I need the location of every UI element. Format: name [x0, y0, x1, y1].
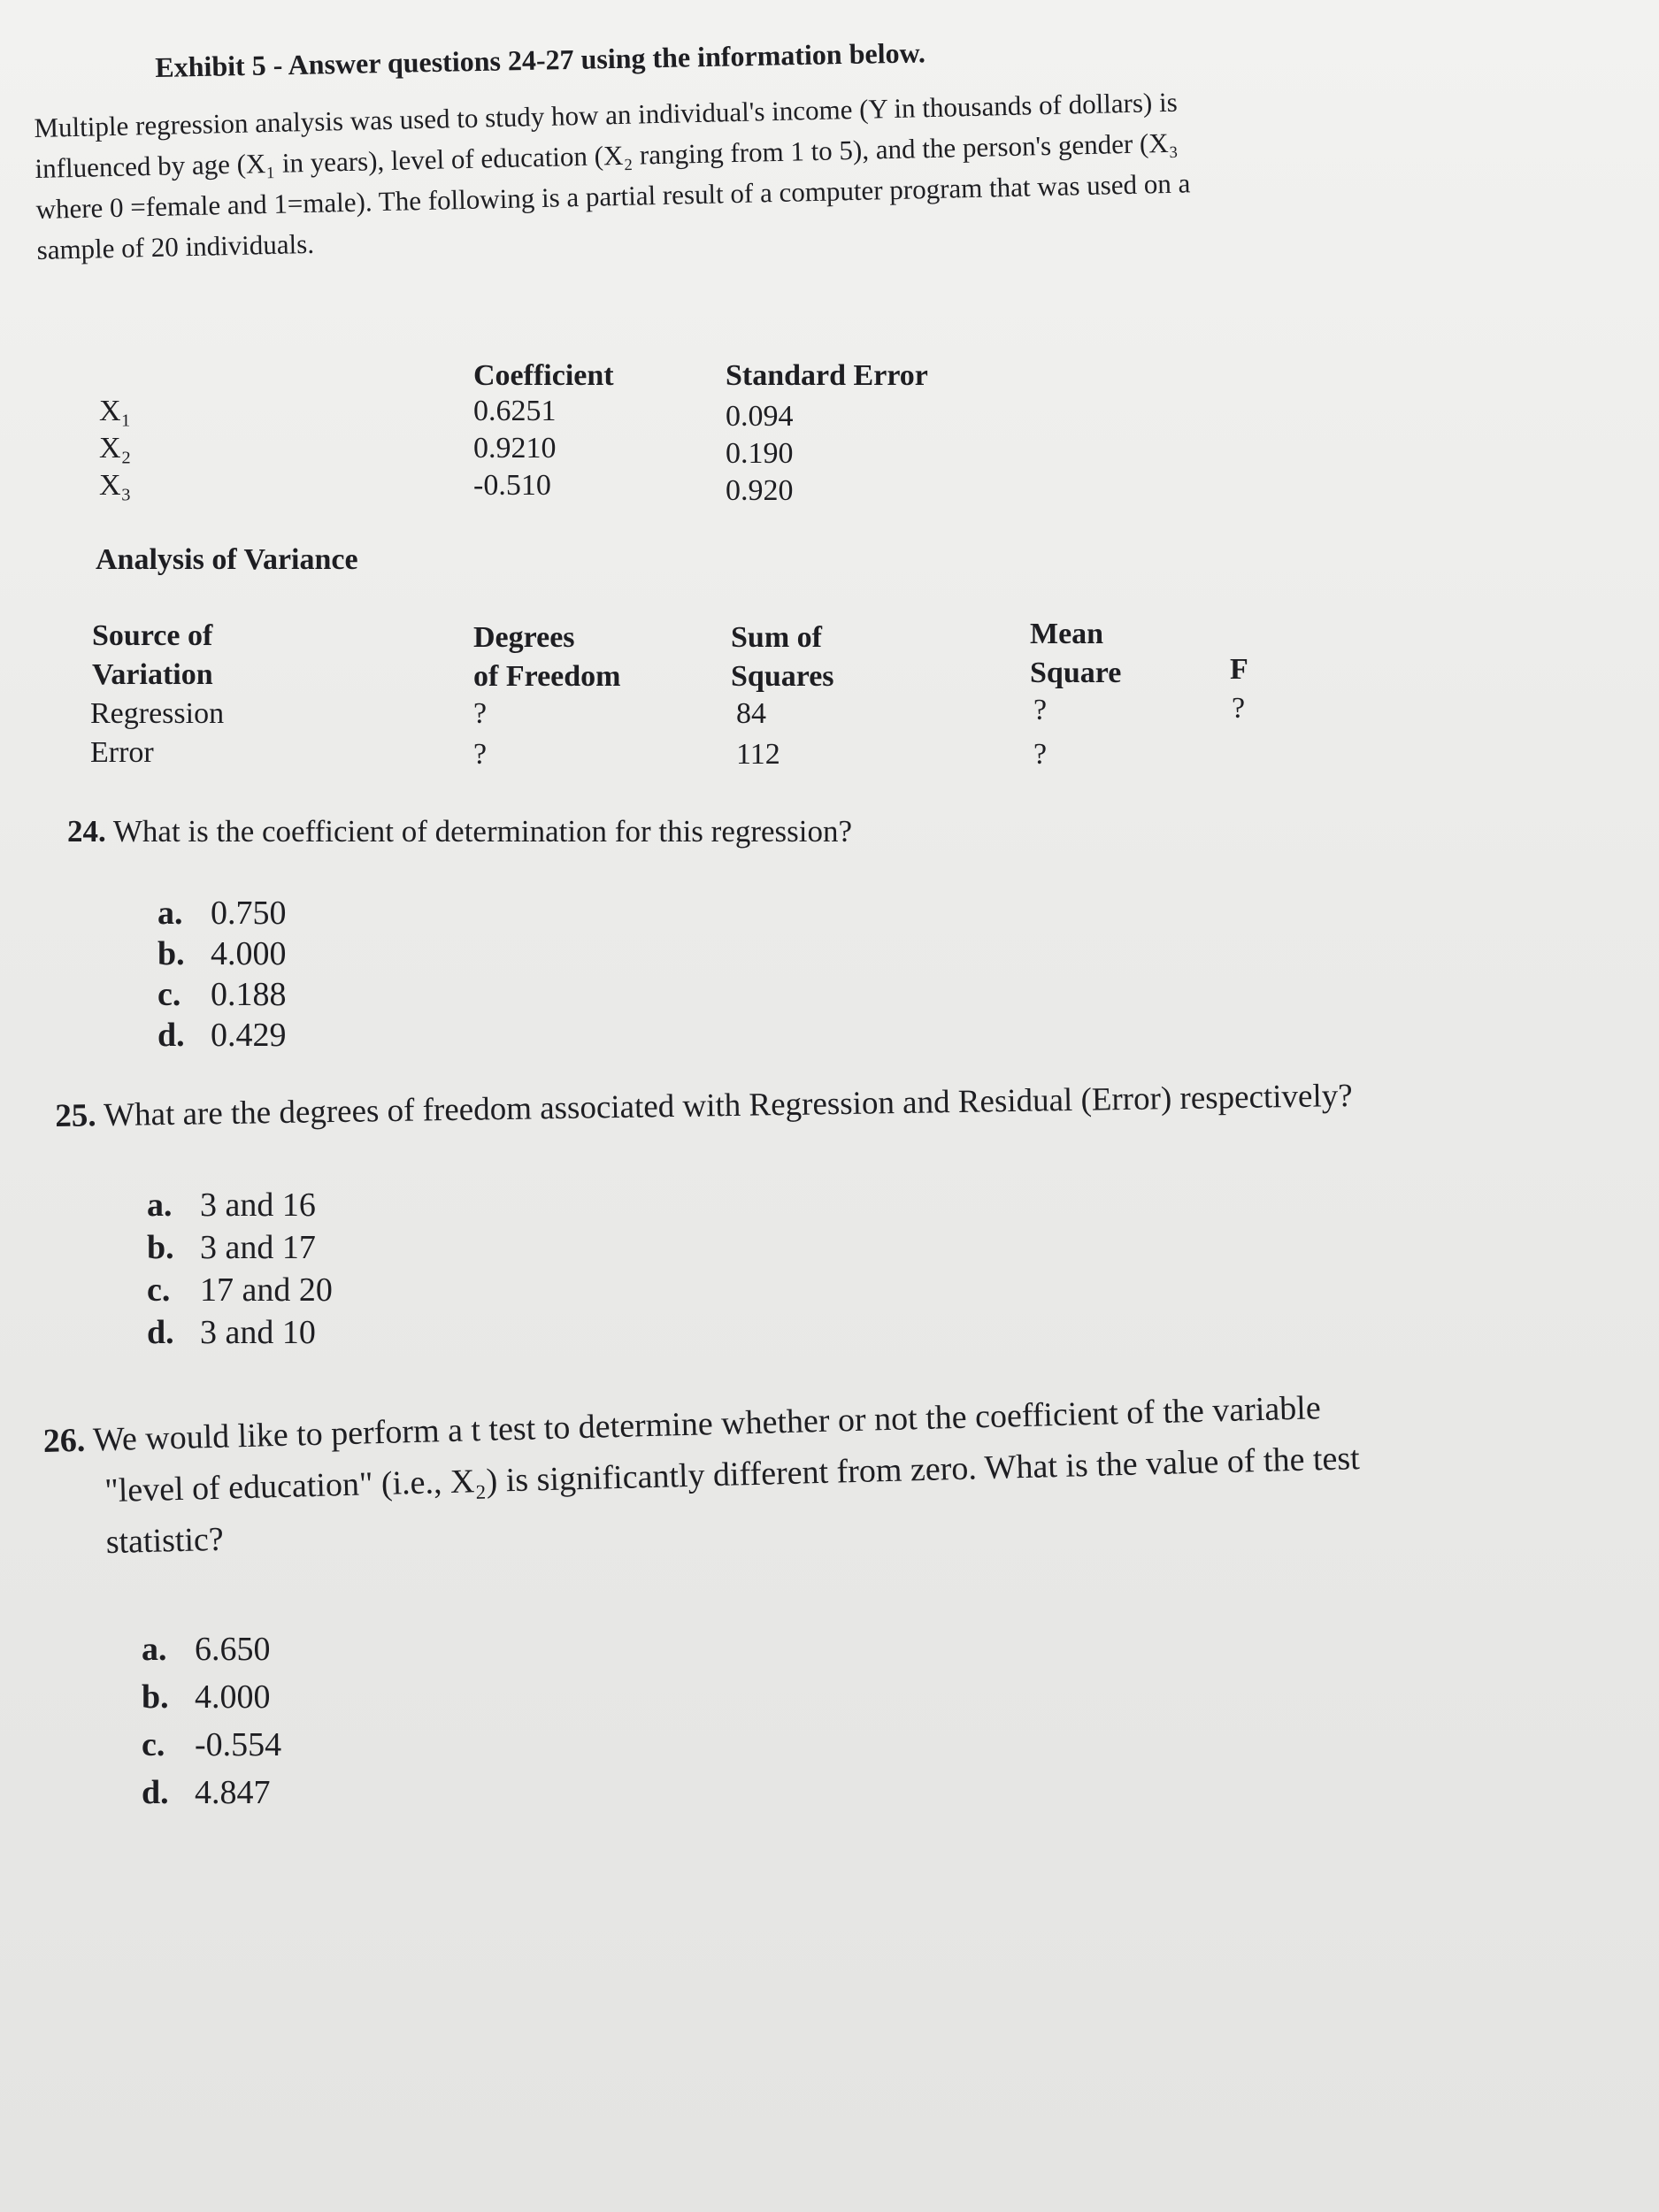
se-header: Standard Error	[726, 359, 928, 392]
anova-df: ?	[473, 697, 488, 730]
anova-header-ss: Squares	[731, 660, 834, 693]
answer-option[interactable]: a. 6.650	[142, 1631, 271, 1668]
anova-df: ?	[473, 738, 488, 771]
question-number: 25.	[55, 1097, 96, 1134]
coef-value: -0.510	[473, 469, 551, 502]
exhibit-title: Exhibit 5 - Answer questions 24-27 using the information below.	[155, 36, 926, 83]
question-text: We would like to perform a t test to determine whether or not the coefficient of the variable	[92, 1389, 1322, 1459]
se-value: 0.094	[726, 400, 794, 433]
answer-option[interactable]: d. 4.847	[142, 1774, 271, 1811]
anova-ms: ?	[1033, 694, 1048, 726]
question-26	[42, 1375, 1603, 1570]
question-text: What are the degrees of freedom associated with Regression and Residual (Error) respectively?	[103, 1077, 1353, 1134]
var-label: X₃	[99, 469, 132, 502]
answer-option[interactable]: a. 3 and 16	[147, 1187, 316, 1224]
intro-line-4: sample of 20 individuals.	[36, 227, 315, 265]
answer-option[interactable]: b. 4.000	[142, 1678, 271, 1716]
answer-option[interactable]: a. 0.750	[157, 895, 287, 932]
anova-header-ms: Mean	[1030, 618, 1104, 650]
se-value: 0.920	[726, 474, 794, 507]
answer-option[interactable]: b. 4.000	[157, 935, 287, 972]
answer-option[interactable]: d. 3 and 10	[147, 1314, 316, 1351]
anova-ss: 112	[736, 738, 780, 771]
anova-title: Analysis of Variance	[96, 543, 358, 576]
coef-header: Coefficient	[473, 359, 614, 392]
question-text: What is the coefficient of determination for this regression?	[112, 814, 853, 849]
question-25	[55, 1077, 1353, 1135]
anova-header-source: Variation	[92, 658, 213, 691]
anova-ms: ?	[1033, 738, 1048, 771]
answer-option[interactable]: b. 3 and 17	[147, 1229, 316, 1266]
intro-paragraph	[34, 74, 1506, 271]
answer-option[interactable]: d. 0.429	[157, 1017, 287, 1054]
anova-header-ss: Sum of	[731, 621, 822, 654]
anova-f: ?	[1232, 692, 1246, 725]
anova-header-source: Source of	[92, 619, 213, 652]
coef-value: 0.6251	[473, 395, 557, 427]
se-value: 0.190	[726, 437, 794, 470]
intro-line-3: where 0 =female and 1=male). The following is a partial result of a computer program that was used on a	[35, 167, 1191, 225]
anova-header-df: of Freedom	[473, 660, 621, 693]
var-label: X₂	[99, 432, 132, 465]
anova-source: Error	[90, 736, 154, 769]
anova-header-f: F	[1230, 653, 1248, 686]
anova-source: Regression	[90, 697, 225, 730]
anova-ss: 84	[736, 697, 766, 730]
anova-header-ms: Square	[1030, 657, 1122, 689]
intro-line-2: influenced by age (X₁ in years), level of education (X₂ ranging from 1 to 5), and the person's gender (X₃	[35, 127, 1179, 184]
question-text: "level of education" (i.e., X₂) is significantly different from zero. What is the value of the test	[104, 1440, 1361, 1510]
answer-option[interactable]: c. 0.188	[157, 976, 287, 1013]
question-24	[67, 814, 852, 849]
answer-option[interactable]: c. 17 and 20	[147, 1271, 333, 1309]
answer-option[interactable]: c. -0.554	[142, 1726, 282, 1763]
coef-value: 0.9210	[473, 432, 557, 465]
anova-header-df: Degrees	[473, 621, 575, 654]
question-number: 26.	[42, 1421, 86, 1460]
question-number: 24.	[67, 814, 106, 849]
var-label: X₁	[99, 395, 132, 427]
question-text: statistic?	[105, 1520, 225, 1562]
intro-line-1: Multiple regression analysis was used to study how an individual's income (Y in thousands of dollars) is	[34, 86, 1179, 143]
